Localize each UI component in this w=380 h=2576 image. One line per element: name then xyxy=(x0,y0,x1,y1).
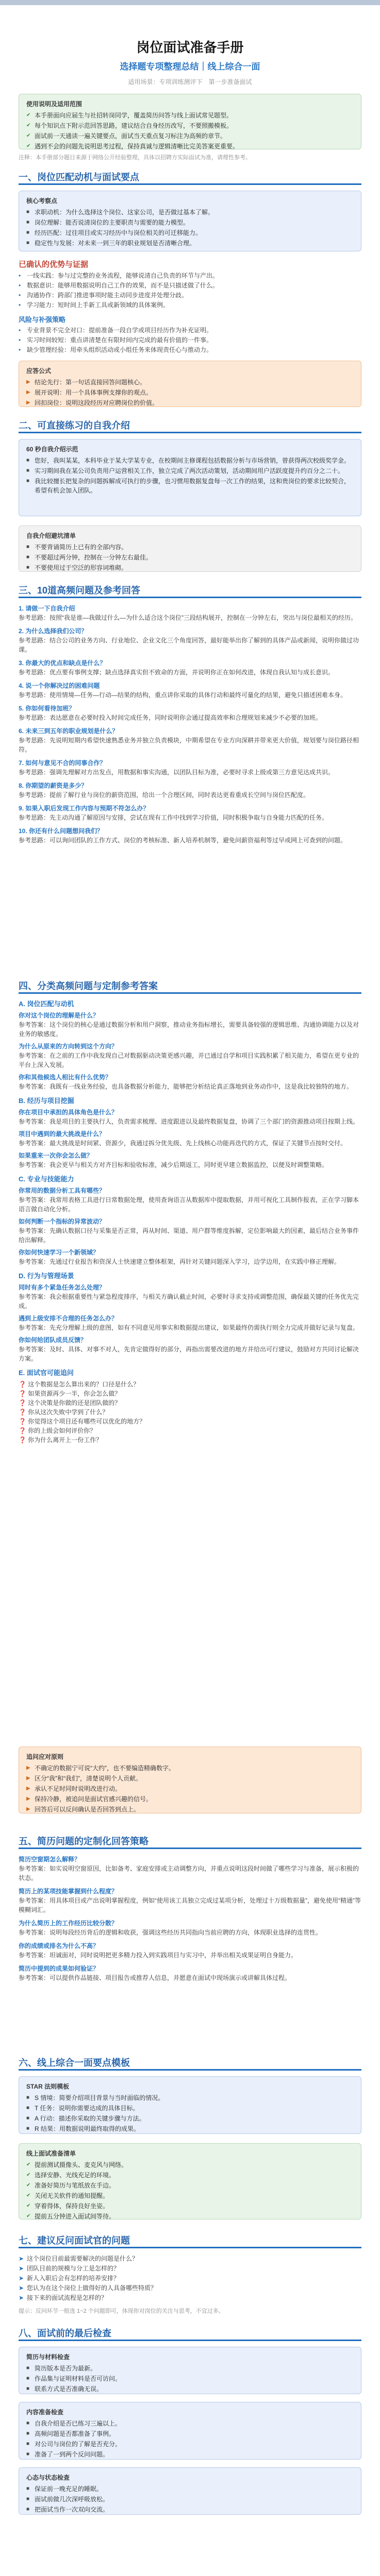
sec8-card-item: ■ 联系方式是否准确无误。 xyxy=(26,2384,354,2394)
sec6-star-card xyxy=(19,2076,361,2134)
qa-answer: 参考答案：我既有一线业务经验，也具备数据分析能力，能够把分析结论真正落地到业务动作中，这是我比较独特的地方。 xyxy=(19,1083,353,1090)
sec2-avoid-item: ■ 不要使用过于空泛的形容词堆砌。 xyxy=(26,563,354,572)
qa-answer: 参考答案：可以提供作品链接、项目报告或推荐人信息，并愿意在面试中现场演示或讲解具体过程。 xyxy=(19,1974,291,1981)
sec8-card-title: 简历与材料检查 xyxy=(26,2353,70,2361)
qa-answer: 参考答案：先充分理解上级的意图，如有不同意见用事实和数据提出建议，如果最终仍需执行则全力完成并做好记录与复盘。 xyxy=(19,1324,359,1331)
list-item: ➤ 接下来的面试流程是怎样的？ xyxy=(19,2293,361,2303)
qa-question: 如何判断一个指标的异常波动？ xyxy=(19,1218,106,1225)
qa-question: 你和其他候选人相比有什么优势？ xyxy=(19,1074,112,1081)
section-7-rule xyxy=(19,2247,361,2248)
page-title: 岗位面试准备手册 xyxy=(136,40,244,55)
sec2-intro-item: ■ 实习期间我在某公司负责用户运营相关工作，独立完成了两次活动策划，活动期间用户活跃度提升约百分之二十。 xyxy=(26,466,354,476)
sec6-checklist-item: ✔ 选择安静、光线充足的环境。 xyxy=(26,2171,354,2180)
list-item-text: 这个岗位目前最需要解决的问题是什么？ xyxy=(27,2255,139,2262)
qa-item xyxy=(19,1151,361,1170)
section-8-title: 八、面试前的最后检查 xyxy=(19,2328,111,2338)
qa-item xyxy=(19,1248,361,1266)
list-item-text: 新人入职后会有怎样的培养安排？ xyxy=(27,2275,120,2282)
sec7-note: 提示：反问环节一般选 1~2 个问题即可，体现你对岗位的关注与思考，不宜过多。 xyxy=(19,2308,224,2314)
sec1-tip-item: ▶ 回扣岗位：说明这段经历对应聘岗位的价值。 xyxy=(26,398,354,408)
list-item: ➤ 新人入职后会有怎样的培养安排？ xyxy=(19,2274,361,2283)
qa-item xyxy=(19,681,361,700)
sec1-core-card xyxy=(19,191,361,251)
qa-question: 9. 如果入职后发现工作内容与预期不符怎么办？ xyxy=(19,805,150,812)
followup-item: ❓ 你为什么离开上一份工作？ xyxy=(19,1436,103,1444)
qa-item xyxy=(19,1335,361,1363)
qa-item xyxy=(19,726,361,754)
sec6-star-title: STAR 法则模板 xyxy=(26,2083,70,2090)
qa-answer: 参考思路：按照“我是谁—我做过什么—为什么适合这个岗位”三段结构展开，控制在一分钟左右，突出与岗位最相关的经历。 xyxy=(19,614,357,621)
sec4-group-title: C. 专业与技能能力 xyxy=(19,1175,74,1183)
qa-item xyxy=(19,758,361,777)
qa-answer: 参考答案：我是项目的主要执行人，负责需求梳理、进度跟进以及最终数据复盘，协调了三个部门的资源推动项目按期上线。 xyxy=(19,1118,359,1125)
top-band xyxy=(0,0,380,5)
sec8-card-item: ■ 准备了一到两个反问问题。 xyxy=(26,2450,354,2459)
sec4-group xyxy=(19,1272,361,1363)
section-4-rule xyxy=(19,992,361,994)
qa-answer: 参考思路：可以询问团队的工作方式、岗位的考核标准、新人培养机制等，避免问薪资福利等过早或网上可查到的问题。 xyxy=(19,837,347,844)
list-item: ➤ 这个岗位目前最需要解决的问题是什么？ xyxy=(19,2254,361,2264)
sec8-card-item: ■ 高频问题是否都准备了事例。 xyxy=(26,2429,354,2438)
sec3-qa-list xyxy=(19,604,361,849)
qa-item xyxy=(19,1186,361,1214)
sec4-group xyxy=(19,1175,361,1266)
sec2-intro-item: ■ 您好，我叫某某，本科毕业于某大学某专业，在校期间主修课程包括数据分析与市场营销，曾获得两次校级奖学金。 xyxy=(26,456,354,465)
qa-answer: 参考思路：先说明短期内希望快速熟悉业务并独立负责模块，中期希望在专业方向深耕并带来更大价值，规划要与岗位路径相符。 xyxy=(19,737,359,753)
qa-question: 你如何给团队成员反馈？ xyxy=(19,1336,87,1344)
sec1-core-item: ■ 稳定性与发展：对未来一到三年的职业规划是否清晰合理。 xyxy=(26,239,354,248)
qa-question: 为什么从原来的方向转到这个方向？ xyxy=(19,1043,118,1050)
sec4-principle-item: ▶ 不确定的数据宁可说“大约”，也不要编造精确数字。 xyxy=(26,1764,354,1773)
sec7-list xyxy=(19,2254,361,2303)
sec1-sub-list xyxy=(19,326,361,355)
qa-question: 3. 你最大的优点和缺点是什么？ xyxy=(19,659,106,667)
intro-item: ✔ 本手册面向应届生与社招转岗同学，覆盖简历问答与线上面试常见题型。 xyxy=(26,111,354,120)
sec1-sub-title: 风险与补强策略 xyxy=(19,316,66,324)
sec8-card-item: ■ 把面试当作一次双向交流。 xyxy=(26,2505,354,2514)
section-1-rule xyxy=(19,183,361,185)
followup-item: ❓ 你觉得这个项目还有哪些可以优化的地方？ xyxy=(19,1418,146,1425)
sec2-avoid-title: 自我介绍避坑清单 xyxy=(26,532,76,539)
sec4-groups xyxy=(19,999,361,1445)
list-item-text: 您认为在这个岗位上做得好的人具备哪些特质？ xyxy=(27,2284,157,2292)
qa-question: 2. 为什么选择我们公司？ xyxy=(19,628,88,635)
sec4-group-title: D. 行为与管理场景 xyxy=(19,1272,74,1280)
qa-question: 10. 你还有什么问题想问我们？ xyxy=(19,827,104,835)
sec4-group xyxy=(19,999,361,1091)
sec6-checklist-item: ✔ 提前测试摄像头、麦克风与网络。 xyxy=(26,2160,354,2170)
sec8-card-title: 内容准备检查 xyxy=(26,2409,64,2416)
list-item-text: 缺少管理经验：用牵头组织活动或小组任务来体现责任心与推动力。 xyxy=(27,346,213,353)
qa-item xyxy=(19,1855,361,1883)
qa-answer: 参考答案：在之前的工作中我发现自己对数据驱动决策更感兴趣，并已通过自学和项目实践积累了相关能力，希望在更专业的平台上深入发展。 xyxy=(19,1052,359,1069)
sec4-group-title: E. 面试官可能追问 xyxy=(19,1369,74,1377)
followup-item: ❓ 你的上级会如何评价你？ xyxy=(19,1427,96,1434)
qa-item xyxy=(19,1011,361,1039)
followup-text: 你为什么离开上一份工作？ xyxy=(28,1436,103,1444)
section-1-title: 一、岗位匹配动机与面试要点 xyxy=(19,172,139,182)
qa-question: 为什么简历上的工作经历比较分散？ xyxy=(19,1920,118,1927)
followup-text: 这个决策是你做的还是团队做的？ xyxy=(28,1399,121,1406)
qa-question: 简历空窗期怎么解释？ xyxy=(19,1856,81,1863)
qa-item xyxy=(19,1941,361,1960)
qa-question: 如果重来一次你会怎么做？ xyxy=(19,1152,93,1159)
sec8-card-item: ■ 自我介绍是否已练习三遍以上。 xyxy=(26,2419,354,2428)
qa-answer: 参考答案：我会根据重要性与紧急程度排序，与相关方确认截止时间，必要时寻求支持或调整范围，确保最关键的任务优先完成。 xyxy=(19,1293,359,1310)
qa-item xyxy=(19,1314,361,1332)
qa-answer: 参考思路：表达愿意在必要时投入时间完成任务，同时说明你会通过提高效率和合理规划来减少不必要的加班。 xyxy=(19,714,322,721)
list-item-text: 沟通协作：跨部门推进事项时能主动同步进度并处理分歧。 xyxy=(27,292,188,299)
page-subtitle: 选择题专项整理总结｜线上综合一面 xyxy=(120,62,260,72)
section-5-title: 五、简历问题的定制化回答策略 xyxy=(19,1836,148,1846)
sec1-core-item: ■ 求职动机：为什么选择这个岗位、这家公司，是否做过基本了解。 xyxy=(26,208,354,217)
qa-item xyxy=(19,1964,361,1982)
sec6-star-item: ■ S 情境：简要介绍项目背景与当时面临的情况。 xyxy=(26,2093,354,2103)
sec2-avoid-item: ■ 不要超过两分钟，控制在一分钟左右最佳。 xyxy=(26,553,354,562)
qa-question: 同时有多个紧急任务怎么处理？ xyxy=(19,1284,106,1291)
qa-item xyxy=(19,1919,361,1937)
intro-item: ✔ 每个知识点下附示范回答思路，建议结合自身经历改写，不要照搬模板。 xyxy=(26,121,354,130)
qa-question: 4. 说一个你解决过的困难问题 xyxy=(19,682,100,689)
qa-question: 你在项目中承担的具体角色是什么？ xyxy=(19,1109,118,1116)
qa-question: 项目中遇到的最大挑战是什么？ xyxy=(19,1130,106,1138)
sec8-card xyxy=(19,2347,361,2394)
sec1-tip-item: ▶ 展开说明：用一个具体事例支撑你的观点。 xyxy=(26,388,354,397)
qa-answer: 参考答案：说明每段经历背后的逻辑和收获，强调这些经历共同指向当前应聘的方向，体现职业选择的连贯性。 xyxy=(19,1929,322,1936)
list-item: • 数据意识：能够用数据说明自己工作的效果，而不是只描述做了什么。 xyxy=(19,281,361,291)
qa-question: 7. 如何与意见不合的同事合作？ xyxy=(19,759,106,767)
sec8-card xyxy=(19,2467,361,2515)
sec6-checklist-item: ✔ 提前五分钟进入面试间等待。 xyxy=(26,2212,354,2221)
qa-answer: 参考思路：提前了解行业与岗位的薪资范围，给出一个合理区间，同时表达更看重成长空间与岗位匹配度。 xyxy=(19,791,310,799)
list-item-text: 团队目前的规模与分工是怎样的？ xyxy=(27,2265,120,2272)
sec8-card-item: ■ 保证前一晚充足的睡眠。 xyxy=(26,2484,354,2494)
sec6-star-item: ■ R 结果：用数据说明最终取得的成果。 xyxy=(26,2124,354,2133)
sec4-principle-item: ▶ 保持冷静，被追问是面试官感兴趣的信号。 xyxy=(26,1794,354,1804)
sec6-checklist-title: 线上面试准备清单 xyxy=(26,2150,76,2157)
sec6-checklist-card xyxy=(19,2143,361,2219)
sec4-group-title: A. 岗位匹配与动机 xyxy=(19,1000,74,1008)
qa-answer: 参考答案：先确认数据口径与采集是否正常，再从时间、渠道、用户群等维度拆解，定位影响最大的因素，最后结合业务事件给出解释。 xyxy=(19,1227,359,1244)
qa-item xyxy=(19,704,361,722)
section-3-rule xyxy=(19,597,361,598)
sec1-tip-item: ▶ 结论先行：第一句话直接回答问题核心。 xyxy=(26,378,354,387)
sec8-card-item: ■ 对公司与岗位的了解是否充分。 xyxy=(26,2439,354,2449)
sec1-block-title: 已确认的优势与证据 xyxy=(19,260,89,269)
sec1-tip-card xyxy=(19,361,361,407)
sec4-group-title: B. 经历与项目挖掘 xyxy=(19,1097,74,1105)
qa-answer: 参考答案：我常用表格工具进行日常数据处理，使用查询语言从数据库中提取数据，并用可视化工具制作报表，正在学习脚本语言做自动化分析。 xyxy=(19,1196,359,1213)
sec4-principle-card xyxy=(19,1747,361,1814)
sec6-star-item: ■ A 行动：描述你采取的关键步骤与方法。 xyxy=(26,2114,354,2123)
qa-item xyxy=(19,626,361,654)
followup-item: ❓ 这个数据是怎么算出来的？口径是什么？ xyxy=(19,1381,140,1388)
qa-answer: 参考答案：最大挑战是时间紧、资源少，我通过拆分优先级、先上线核心功能再迭代的方式，保证了关键节点按时交付。 xyxy=(19,1140,347,1147)
sec8-card-title: 心态与状态检查 xyxy=(26,2474,70,2481)
sec2-intro-item: ■ 我比较擅长把复杂的问题拆解成可执行的步骤，也习惯用数据复盘每一次工作的结果，这和贵岗位的要求比较契合，希望有机会加入团队。 xyxy=(26,477,354,495)
qa-item xyxy=(19,781,361,800)
intro-note: 注释：本手册部分题目来源于网络公开经验整理，具体以招聘方实际面试为准，请理性参考。 xyxy=(19,155,251,161)
section-3-title: 三、10道高频问题及参考回答 xyxy=(19,585,141,596)
qa-question: 遇到上级安排不合理的任务怎么办？ xyxy=(19,1315,118,1322)
qa-question: 简历上的某项技能掌握到什么程度？ xyxy=(19,1888,118,1895)
sec2-intro-card xyxy=(19,439,361,516)
tagline: 适用场景：专项训练测评下 第一步准备面试 xyxy=(128,78,252,86)
qa-item xyxy=(19,804,361,822)
qa-answer: 参考思路：使用情境—任务—行动—结果的结构，重点讲你采取的具体行动和最终可量化的结果，避免只描述困难本身。 xyxy=(19,691,347,699)
qa-question: 你常用的数据分析工具有哪些？ xyxy=(19,1187,106,1194)
sec1-core-card-title: 核心考察点 xyxy=(26,197,58,205)
qa-question: 你的成绩或排名为什么不高？ xyxy=(19,1942,100,1950)
sec6-star-item: ■ T 任务：说明你需要达成的具体目标。 xyxy=(26,2104,354,2113)
sec1-tip-title: 应答公式 xyxy=(26,367,52,375)
list-item-text: 数据意识：能够用数据说明自己工作的效果，而不是只描述做了什么。 xyxy=(27,282,219,289)
sec2-intro-title: 60 秒自我介绍示范 xyxy=(26,446,78,453)
qa-answer: 参考答案：先通过行业报告和资深人士快速建立整体框架，再针对关键问题深入学习，边学边用，在实践中修正理解。 xyxy=(19,1258,341,1265)
sec1-core-item: ■ 经历匹配：过往项目或实习经历中与岗位相关的可迁移能力。 xyxy=(26,228,354,238)
sec4-principle-item: ▶ 区分“我”和“我们”，清楚说明个人贡献。 xyxy=(26,1774,354,1783)
sec4-principle-item: ▶ 承认不足时同时说明改进行动。 xyxy=(26,1784,354,1793)
intro-item: ✔ 遇到不会的问题先说明思考过程，保持真诚与逻辑清晰比完美答案更重要。 xyxy=(26,142,354,151)
sec4-principle-title: 追问应对原则 xyxy=(26,1753,64,1760)
sec6-checklist-item: ✔ 准备好简历与笔纸放在手边。 xyxy=(26,2181,354,2190)
sec4-group xyxy=(19,1368,361,1445)
qa-item xyxy=(19,604,361,622)
section-4-title: 四、分类高频问题与定制参考答案 xyxy=(19,981,158,991)
qa-answer: 参考答案：如实说明空窗原因，比如备考、家庭安排或主动调整方向，并重点说明这段时间做了哪些学习与准备，展示积极的状态。 xyxy=(19,1865,359,1882)
qa-question: 你对这个岗位的理解是什么？ xyxy=(19,1012,100,1019)
qa-item xyxy=(19,1129,361,1148)
section-5-rule xyxy=(19,1848,361,1849)
sec1-core-item: ■ 岗位理解：能否说清岗位的主要职责与需要的能力模型。 xyxy=(26,218,354,227)
section-7-title: 七、建议反问面试官的问题 xyxy=(19,2235,130,2246)
sec8-card xyxy=(19,2402,361,2460)
qa-item xyxy=(19,1887,361,1914)
qa-item xyxy=(19,1073,361,1091)
sec2-avoid-card xyxy=(19,526,361,572)
qa-answer: 参考思路：强调先理解对方出发点，用数据和事实沟通，以团队目标为准，必要时寻求上级或第三方意见达成共识。 xyxy=(19,769,335,776)
list-item: • 缺少管理经验：用牵头组织活动或小组任务来体现责任心与推动力。 xyxy=(19,345,361,355)
list-item-text: 实习时间较短：重点讲清楚在有限时间内完成的最有价值的一件事。 xyxy=(27,336,213,344)
section-6-rule xyxy=(19,2069,361,2071)
list-item: • 实习时间较短：重点讲清楚在有限时间内完成的最有价值的一件事。 xyxy=(19,335,361,345)
qa-answer: 参考答案：及时、具体、对事不对人，先肯定做得好的部分，再指出需要改进的地方并给出可行建议，鼓励对方共同讨论解决方案。 xyxy=(19,1346,359,1362)
list-item-text: 学习能力：短时间上手新工具或新领域的具体案例。 xyxy=(27,301,170,309)
intro-card xyxy=(19,94,361,149)
qa-answer: 参考答案：我会更早与相关方对齐目标和验收标准，减少后期返工，同时更早建立数据监控，以便及时调整策略。 xyxy=(19,1161,328,1168)
qa-answer: 参考答案：坦诚面对，同时说明把更多精力投入到实践项目与实习中，并举出相关成果证明自身能力。 xyxy=(19,1952,298,1959)
sec8-card-item: ■ 面试前做几次深呼吸放松。 xyxy=(26,2495,354,2504)
sec6-checklist-item: ✔ 穿着得体，保持良好坐姿。 xyxy=(26,2201,354,2211)
followup-text: 你觉得这个项目还有哪些可以优化的地方？ xyxy=(28,1418,146,1425)
sec5-qa-list xyxy=(19,1855,361,1987)
followup-text: 你从这次失败中学到了什么？ xyxy=(28,1409,109,1416)
sec4-group xyxy=(19,1096,361,1170)
qa-question: 简历中提到的成果如何验证？ xyxy=(19,1965,100,1972)
qa-item xyxy=(19,826,361,845)
qa-item xyxy=(19,1217,361,1245)
followup-item: ❓ 这个决策是你做的还是团队做的？ xyxy=(19,1399,121,1406)
sec6-checklist-item: ✔ 关闭无关软件的通知提醒。 xyxy=(26,2191,354,2200)
qa-question: 5. 你如何看待加班？ xyxy=(19,705,75,712)
sec1-block-list xyxy=(19,271,361,310)
qa-answer: 参考思路：先主动沟通了解原因与安排，尝试在现有工作中找到学习价值，同时积极争取与自身能力匹配的任务。 xyxy=(19,814,328,821)
list-item: • 一线实践：参与过完整的业务流程，能够说清自己负责的环节与产出。 xyxy=(19,271,361,281)
list-item: ➤ 您认为在这个岗位上做得好的人具备哪些特质？ xyxy=(19,2283,361,2293)
section-2-rule xyxy=(19,432,361,433)
followup-text: 你的上级会如何评价你？ xyxy=(28,1427,96,1434)
qa-answer: 参考思路：结合公司的业务方向、行业地位、企业文化三个角度回答，最好能举出你了解到的具体产品或新闻，说明你做过功课。 xyxy=(19,637,359,653)
followup-text: 如果资源再少一半，你会怎么做？ xyxy=(28,1390,121,1397)
qa-question: 8. 你期望的薪资是多少？ xyxy=(19,782,88,789)
sec4-principle-item: ▶ 回答后可以反问确认是否回答到点上。 xyxy=(26,1805,354,1814)
qa-question: 6. 未来三到五年的职业规划是什么？ xyxy=(19,727,119,735)
qa-question: 1. 请做一下自我介绍 xyxy=(19,605,75,612)
qa-answer: 参考答案：这个岗位的核心是通过数据分析和用户洞察，推动业务指标增长，需要具备较强的逻辑思维、沟通协调能力以及对业务的敏感度。 xyxy=(19,1021,359,1038)
qa-item xyxy=(19,1108,361,1126)
intro-card-title: 使用说明及适用范围 xyxy=(26,100,82,108)
qa-answer: 参考思路：优点要有事例支撑；缺点选择真实但不致命的方面，并说明你正在如何改进，体现自我认知与成长意识。 xyxy=(19,669,335,676)
section-8-rule xyxy=(19,2340,361,2341)
sec8-card-item: ■ 简历版本是否为最新。 xyxy=(26,2364,354,2373)
followup-text: 这个数据是怎么算出来的？口径是什么？ xyxy=(28,1381,140,1388)
qa-answer: 参考答案：用具体项目或产出说明掌握程度，例如“使用该工具独立完成过某项分析，处理过十万级数据量”，避免使用“精通”等模糊词汇。 xyxy=(19,1897,361,1913)
followup-item: ❓ 你从这次失败中学到了什么？ xyxy=(19,1409,109,1416)
list-item-text: 接下来的面试流程是怎样的？ xyxy=(27,2294,108,2301)
list-item: • 学习能力：短时间上手新工具或新领域的具体案例。 xyxy=(19,300,361,310)
qa-item xyxy=(19,1283,361,1311)
followup-item: ❓ 如果资源再少一半，你会怎么做？ xyxy=(19,1390,121,1397)
qa-question: 你如何快速学习一个新领域？ xyxy=(19,1249,100,1256)
qa-item xyxy=(19,658,361,677)
sec8-card-item: ■ 作品集与证明材料是否可访问。 xyxy=(26,2374,354,2383)
list-item-text: 专业背景不完全对口：提前准备一段自学或项目经历作为补充证明。 xyxy=(27,327,213,334)
intro-item: ✔ 面试前一天通读一遍关键要点，面试当天重点复习标注为高频的章节。 xyxy=(26,131,354,141)
list-item-text: 一线实践：参与过完整的业务流程，能够说清自己负责的环节与产出。 xyxy=(27,272,219,279)
section-6-title: 六、线上综合一面要点模板 xyxy=(19,2058,130,2068)
sec2-avoid-item: ■ 不要背诵简历上已有的全部内容。 xyxy=(26,543,354,552)
list-item: • 沟通协作：跨部门推进事项时能主动同步进度并处理分歧。 xyxy=(19,291,361,300)
list-item: ➤ 团队目前的规模与分工是怎样的？ xyxy=(19,2264,361,2274)
qa-item xyxy=(19,1042,361,1070)
section-2-title: 二、可直接练习的自我介绍 xyxy=(19,420,130,431)
list-item: • 专业背景不完全对口：提前准备一段自学或项目经历作为补充证明。 xyxy=(19,326,361,335)
